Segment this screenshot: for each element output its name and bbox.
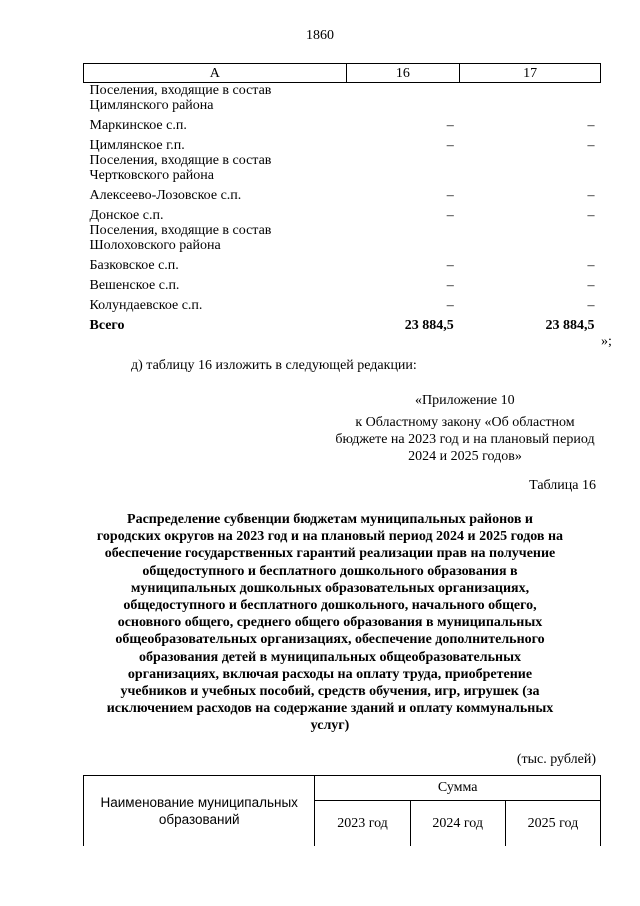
table-row: [84, 278, 601, 293]
value-col-16: –: [446, 298, 454, 313]
amendment-paragraph: д) таблицу 16 изложить в следующей редакции:: [131, 358, 417, 373]
table-row: [84, 208, 601, 223]
value-col-17: [460, 223, 601, 253]
value-col-17: [460, 153, 601, 183]
group-row: [84, 223, 601, 253]
table-row: [84, 138, 601, 153]
table-row: [84, 188, 601, 203]
total-row: [84, 318, 601, 333]
value-col-17: [460, 83, 601, 114]
units-label: (тыс. рублей): [516, 752, 596, 767]
value-col-17: –: [587, 118, 595, 133]
law-reference: к Областному закону «Об областном бюджете на 2023 год и на плановый период 2024 и 2025 годов»: [335, 415, 595, 464]
total-col-16: 23 884,5: [404, 318, 454, 333]
subsidy-table-continued: [83, 63, 601, 333]
value-col-17: –: [587, 208, 595, 223]
group-row: [84, 83, 601, 114]
table-number: Таблица 16: [529, 478, 596, 493]
column-header-municipality: Наименование муниципальных образований: [84, 776, 315, 847]
column-header-16: 16: [346, 64, 460, 83]
closing-quote: »;: [601, 334, 612, 349]
group-row: [84, 153, 601, 183]
settlement-name: Цимлянское г.п.: [89, 138, 185, 153]
table-row: [84, 298, 601, 313]
settlement-name: Поселения, входящие в состав Цимлянского района: [89, 83, 272, 113]
settlement-name: Поселения, входящие в состав Шолоховского района: [89, 223, 272, 253]
settlement-name: Маркинское с.п.: [89, 118, 187, 133]
value-col-16: –: [446, 278, 454, 293]
column-header-a: А: [84, 64, 347, 83]
total-col-17: 23 884,5: [545, 318, 595, 333]
column-header-2024: 2024 год: [410, 801, 505, 846]
table-row: [84, 258, 601, 273]
page-number: 1860: [306, 28, 334, 43]
value-col-16: –: [446, 188, 454, 203]
column-header-2023: 2023 год: [315, 801, 410, 846]
settlement-name: Колундаевское с.п.: [89, 298, 203, 313]
settlement-name: Донское с.п.: [89, 208, 164, 223]
value-col-16: –: [446, 208, 454, 223]
appendix-label: «Приложение 10: [415, 393, 515, 408]
column-header-sum: Сумма: [315, 776, 601, 801]
settlement-name: Алексеево-Лозовское с.п.: [89, 188, 242, 203]
settlement-name: Поселения, входящие в состав Чертковского района: [89, 153, 272, 183]
value-col-16: [346, 223, 460, 253]
settlement-name: Базковское с.п.: [89, 258, 179, 273]
table-title: Распределение субвенции бюджетам муниципальных районов и городских округов на 2023 год и на плановый период 2024 и 2025 годов на обеспечение государственных гарантий реализации прав на получение общедоступного и бесплатного дошкольного образования в муниципальных дошкольных образовательных организациях, общедоступного и бесплатного дошкольного, начального общего, основного общего, среднего общего образования в муниципальных общеобразовательных организациях, обеспечение дополнительного образования детей в муниципальных общеобразовательных организациях, включая расходы на оплату труда, приобретение учебников и учебных пособий, средств обучения, игр, игрушек (за исключением расходов на содержание зданий и оплату коммунальных услуг): [96, 512, 564, 734]
value-col-16: [346, 83, 460, 114]
value-col-17: –: [587, 258, 595, 273]
subsidy-table-header: [83, 775, 601, 846]
table-row: [84, 118, 601, 133]
table-header-row: [84, 64, 601, 83]
value-col-16: –: [446, 258, 454, 273]
settlement-name: Вешенское с.п.: [89, 278, 180, 293]
value-col-17: –: [587, 138, 595, 153]
column-header-2025: 2025 год: [505, 801, 600, 846]
value-col-16: –: [446, 118, 454, 133]
total-label: Всего: [89, 318, 125, 333]
value-col-17: –: [587, 278, 595, 293]
value-col-16: –: [446, 138, 454, 153]
value-col-16: [346, 153, 460, 183]
value-col-17: –: [587, 298, 595, 313]
column-header-17: 17: [460, 64, 601, 83]
value-col-17: –: [587, 188, 595, 203]
